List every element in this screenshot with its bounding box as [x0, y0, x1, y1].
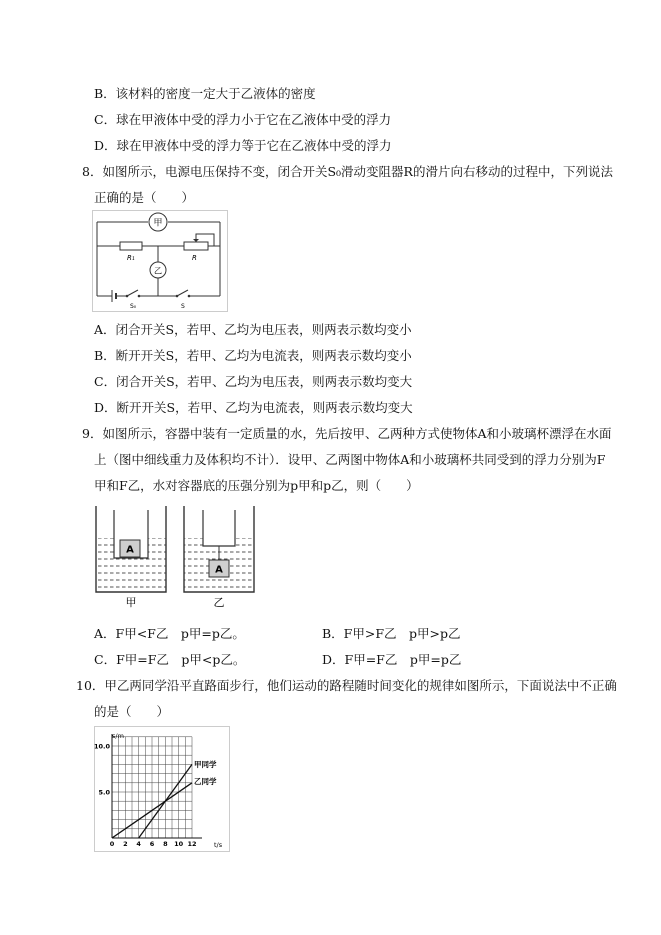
x-tick-label: 6	[149, 840, 155, 848]
s0-label: S₀	[130, 303, 137, 310]
label-jia: 甲	[125, 596, 137, 609]
q8-circuit-diagram	[92, 210, 228, 312]
label-yi: 乙	[213, 596, 225, 609]
q8-option-d: D．断开开关S，若甲、乙均为电流表，则两表示数均变大	[94, 400, 413, 415]
q8-option-b: B．断开开关S，若甲、乙均为电流表，则两表示数均变小	[94, 348, 412, 363]
y-tick-label: 10.0	[94, 742, 110, 751]
y-axis-label: s/m	[112, 732, 124, 740]
legend-yi: 乙同学	[194, 777, 217, 786]
meter-jia-label: 甲	[153, 218, 163, 229]
legend-jia: 甲同学	[194, 760, 217, 769]
q9-option-a: A．F甲<F乙 p甲=p乙。	[94, 626, 245, 641]
q8-stem-line1: 8．如图所示，电源电压保持不变，闭合开关S₀滑动变阻器R的滑片向右移动的过程中，下列说法	[82, 164, 613, 179]
q9-stem-line3: 甲和F乙，水对容器底的压强分别为p甲和p乙，则（ ）	[94, 478, 419, 493]
r1-label: R₁	[127, 254, 135, 262]
r-label: R	[192, 254, 197, 262]
option-c-prev: C．球在甲液体中受的浮力小于它在乙液体中受的浮力	[94, 112, 392, 127]
x-tick-label: 10	[174, 840, 184, 848]
block-a-left: A	[126, 544, 134, 556]
y-tick-label: 5.0	[98, 788, 110, 797]
block-a-right: A	[215, 564, 223, 576]
x-tick-label: 4	[136, 840, 141, 848]
q8-stem-line2: 正确的是（ ）	[94, 190, 195, 205]
x-tick-label: 2	[123, 840, 128, 848]
option-d-prev: D．球在甲液体中受的浮力等于它在乙液体中受的浮力	[94, 138, 392, 153]
q9-option-b: B．F甲>F乙 p甲>p乙	[322, 626, 461, 641]
option-b-prev: B．该材料的密度一定大于乙液体的密度	[94, 86, 316, 101]
meter-yi-label: 乙	[154, 266, 162, 276]
q8-option-a: A．闭合开关S，若甲、乙均为电压表，则两表示数均变小	[94, 322, 412, 337]
q8-option-c: C．闭合开关S，若甲、乙均为电压表，则两表示数均变大	[94, 374, 413, 389]
q9-container-diagram	[92, 500, 256, 610]
q10-stem-line1: 10．甲乙两同学沿平直路面步行，他们运动的路程随时间变化的规律如图所示，下面说法中不正确	[76, 678, 617, 693]
x-tick-label: 12	[187, 840, 197, 848]
q9-stem-line1: 9．如图所示，容器中装有一定质量的水，先后按甲、乙两种方式使物体A和小玻璃杯漂浮在水面	[82, 426, 612, 441]
s-label: S	[181, 303, 185, 310]
q9-stem-line2: 上（图中细线重力及体积均不计）．设甲、乙两图中物体A和小玻璃杯共同受到的浮力分别为F	[94, 452, 606, 467]
x-tick-label: 0	[109, 840, 115, 848]
x-axis-label: t/s	[214, 841, 223, 849]
q9-option-c: C．F甲=F乙 p甲<p乙。	[94, 652, 246, 667]
q10-distance-time-chart	[94, 726, 230, 852]
x-tick-label: 8	[163, 840, 168, 848]
q10-stem-line2: 的是（ ）	[94, 704, 170, 719]
q9-option-d: D．F甲=F乙 p甲=p乙	[322, 652, 462, 667]
